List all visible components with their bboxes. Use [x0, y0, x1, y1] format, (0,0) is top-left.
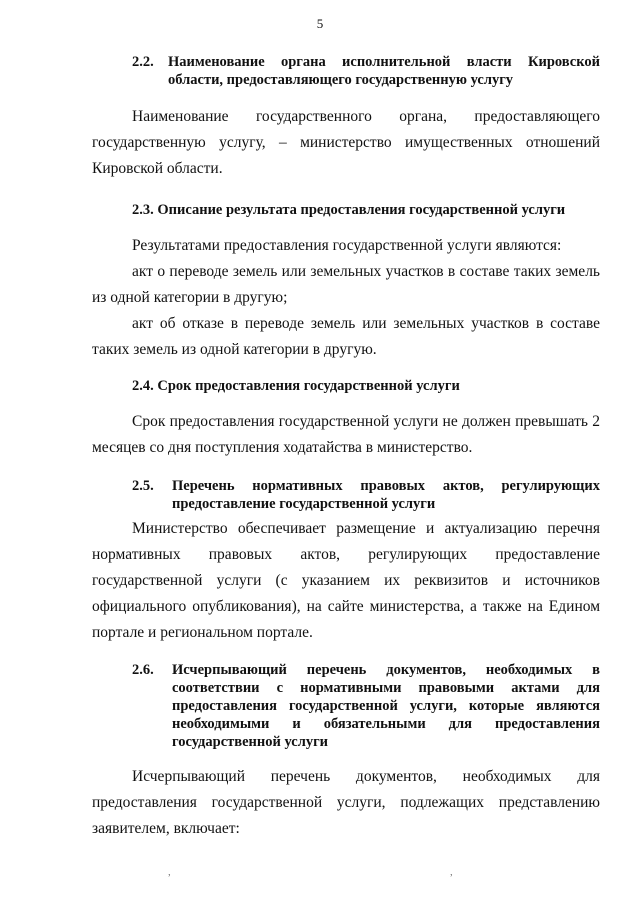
- section-2-3-paragraph-3: акт об отказе в переводе земель или земельных участков в составе таких земель из одной категории в другую.: [92, 315, 600, 358]
- scan-mark: ,: [168, 866, 171, 878]
- section-2-4-paragraph: Срок предоставления государственной услуги не должен превышать 2 месяцев со дня поступления ходатайства в министерство.: [92, 413, 600, 456]
- section-2-3-title: 2.3. Описание результата предоставления государственной услуги: [132, 202, 566, 218]
- section-2-5-heading: [132, 477, 600, 513]
- scan-mark: ,: [450, 866, 453, 878]
- section-2-3-paragraph-2: акт о переводе земель или земельных участков в составе таких земель из одной категории в другую;: [92, 263, 600, 306]
- section-2-6-title: Исчерпывающий перечень документов, необходимых в соответствии с нормативными правовыми актами для предоставления государственной услуги, которые являются необходимыми и обязательными для предоставления государственной услуги: [172, 662, 600, 750]
- section-2-5-title: Перечень нормативных правовых актов, регулирующих предоставление государственной услуги: [172, 478, 600, 512]
- section-2-3-paragraph-1: Результатами предоставления государственной услуги являются:: [132, 237, 562, 254]
- section-2-2-number: 2.2.: [132, 54, 154, 70]
- section-2-6-heading: [132, 661, 600, 751]
- section-2-2-title: Наименование органа исполнительной власти Кировской области, предоставляющего государственную услугу: [168, 54, 600, 88]
- section-2-2-paragraph: Наименование государственного органа, предоставляющего государственную услугу, – министерство имущественных отношений Кировской области.: [92, 108, 600, 177]
- section-2-2-heading: [132, 53, 600, 89]
- section-2-5-paragraph: Министерство обеспечивает размещение и актуализацию перечня нормативных правовых актов, регулирующих предоставление государственной услуги (с указанием их реквизитов и источников официального опубликования), на сайте министерства, а также на Едином портале и региональном портале.: [92, 520, 600, 641]
- section-2-6-paragraph: Исчерпывающий перечень документов, необходимых для предоставления государственной услуги, подлежащих представлению заявителем, включает:: [92, 768, 600, 837]
- section-2-6-number: 2.6.: [132, 662, 154, 678]
- section-2-5-number: 2.5.: [132, 478, 154, 494]
- page-number: 5: [316, 16, 324, 31]
- section-2-4-title: 2.4. Срок предоставления государственной услуги: [132, 378, 460, 394]
